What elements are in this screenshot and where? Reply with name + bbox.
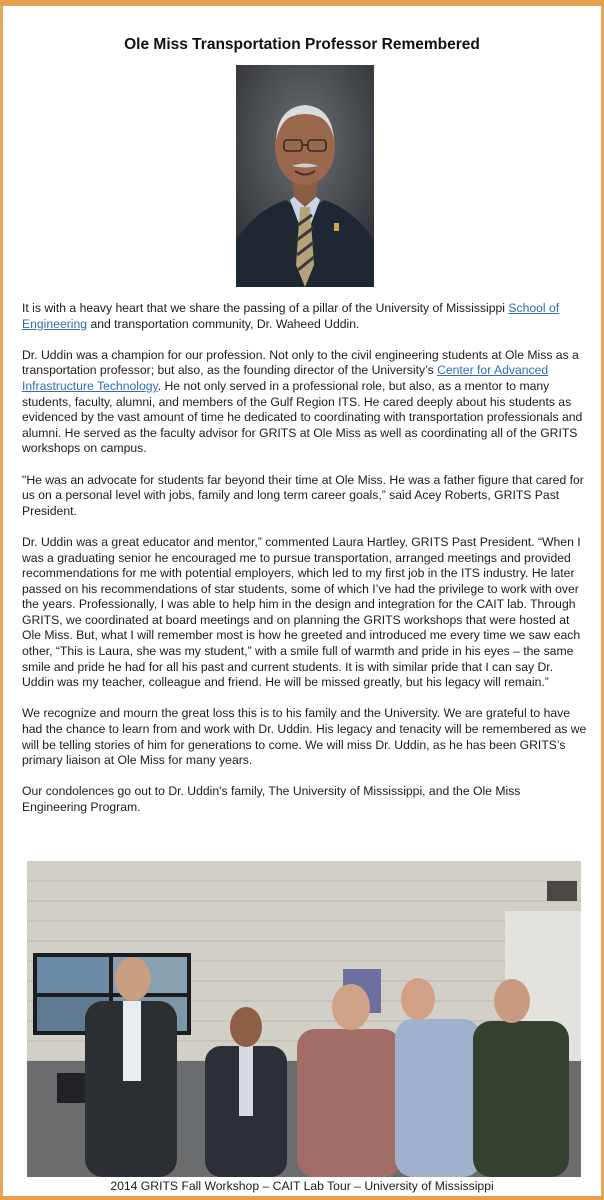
paragraph-champion-text-a: Dr. Uddin was a champion for our profession. Not only to the civil engineering students at Ole Miss as a transportation professor; but also, as the founding director of the University’s [22, 347, 579, 378]
paragraph-champion-text-b: . He not only served in a professional role, but also, as a mentor to many students, faculty, alumni, and members of the Gulf Region ITS. He cared deeply about his students as evidenced by the vast amount of time he dedicated to coordinating with transportation professionals and alumni. He served as the faculty advisor for GRITS at Ole Miss as well as coordinating all of the GRITS workshops on campus. [22, 378, 583, 456]
paragraph-mourn: We recognize and mourn the great loss this is to his family and the University. We are grateful to have had the chance to learn from and work with Dr. Uddin. His legacy and tenacity will be remembered as we will be telling stories of him for generations to come. We will miss Dr. Uddin, as he has been GRITS’s primary liaison at Ole Miss for many years. [22, 706, 587, 768]
photo-caption: 2014 GRITS Fall Workshop – CAIT Lab Tour – University of Mississippi [110, 1179, 494, 1193]
portrait-photo [236, 65, 374, 287]
paragraph-condolences: Our condolences go out to Dr. Uddin's family, The University of Mississippi, and the Ole Miss Engineering Program. [22, 784, 521, 814]
paragraph-intro-text-a: It is with a heavy heart that we share the passing of a pillar of the University of Mississippi [22, 301, 509, 315]
paragraph-acey-quote: "He was an advocate for students far beyond their time at Ole Miss. He was a father figure that cared for us on a personal level with jobs, family and long term career goals,” said Acey Roberts, GRITS Past President. [22, 472, 584, 518]
cait-link[interactable]: Center for Advanced Infrastructure Technology [22, 363, 549, 393]
group-photo-illustration [27, 861, 581, 1177]
group-photo [27, 861, 581, 1177]
bottom-accent-bar [0, 1196, 604, 1200]
paragraph-intro-text-b: and transportation community, Dr. Waheed Uddin. [87, 316, 360, 331]
school-of-engineering-link[interactable]: School of Engineering [22, 301, 560, 331]
paragraph-champion [22, 348, 588, 457]
paragraph-laura-quote: Dr. Uddin was a great educator and mentor,” commented Laura Hartley, GRITS Past President. “When I was a graduating senior he encouraged me to pursue transportation, arranged meetings and provided recommendations for me with potential employers, which led to my first job in the ITS industry. He later passed on his recommendations of star students, some of which I’ve had the privilege to work with over the years. Professionally, I was able to help him in the design and integration for the CAIT lab. Through GRITS, we coordinated at board meetings and on planning the GRITS workshops that were hosted at Ole Miss. But, what I will remember most is how he greeted and introduced me every time we saw each other, “This is Laura, she was my student,” with a smile full of warmth and pride in his eyes – the same smile and pride he had for all his past and current students. It is with similar pride that I can say Dr. Uddin was my teacher, colleague and friend. He will be missed greatly, but his legacy will remain.” [22, 534, 581, 690]
portrait-illustration [236, 65, 374, 287]
paragraph-intro [22, 301, 588, 332]
article-card [3, 6, 601, 1196]
article-body [22, 301, 588, 831]
article-title: Ole Miss Transportation Professor Remembered [124, 36, 480, 53]
